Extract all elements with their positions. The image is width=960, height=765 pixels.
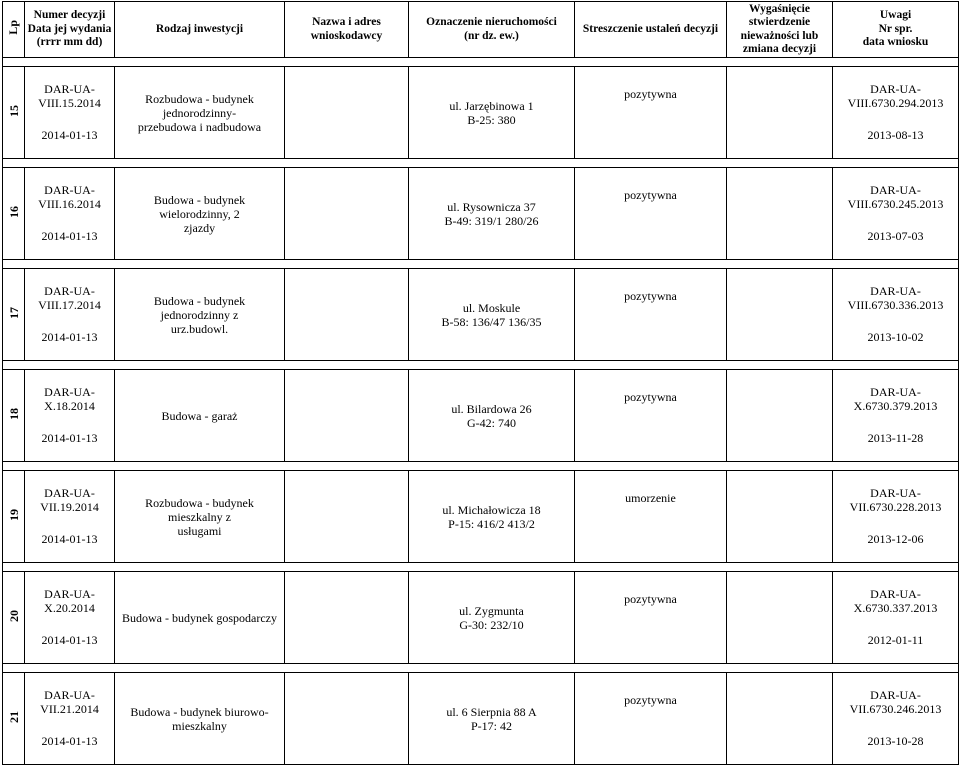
field-dec-date: 2014-01-13 [41,128,98,142]
cell-decision [25,67,115,159]
field-dec-prefix: DAR-UA- [44,587,95,601]
cell-investment [115,673,285,765]
cell-decision [25,572,115,664]
cell-property [409,471,575,563]
cell-notes [833,168,959,260]
cell-summary [575,471,727,563]
header-property: Oznaczenie nieruchomości (nr dz. ew.) [409,2,575,58]
decision-register-table [2,1,959,765]
field-summary: pozytywna [624,188,677,202]
field-property-2: B-58: 136/47 136/35 [441,314,542,329]
field-case-number: VIII.6730.336.2013 [847,298,944,312]
field-case-date: 2012-01-11 [867,633,924,647]
row-gap [3,159,959,168]
row-gap [3,563,959,572]
row-gap [3,260,959,269]
field-property-2: G-42: 740 [467,415,516,430]
cell-property [409,370,575,462]
field-lp: 19 [6,509,21,521]
cell-investment [115,269,285,361]
cell-notes [833,471,959,563]
field-case-date: 2013-10-28 [867,734,924,748]
cell-applicant [285,168,409,260]
cell-lp [3,673,25,765]
cell-summary [575,673,727,765]
cell-applicant [285,572,409,664]
cell-summary [575,269,727,361]
table-row [3,168,959,260]
field-property-1: ul. 6 Sierpnia 88 A [446,704,537,719]
cell-summary [575,572,727,664]
field-case-prefix: DAR-UA- [870,284,921,298]
cell-applicant [285,673,409,765]
table-row [3,269,959,361]
row-gap [3,58,959,67]
cell-property [409,572,575,664]
cell-investment [115,471,285,563]
field-dec-date: 2014-01-13 [41,532,98,546]
field-dec-number: VIII.17.2014 [38,298,101,312]
table-row [3,673,959,765]
field-lp: 15 [6,105,21,117]
field-investment-2: przebudowa i nadbudowa [137,119,262,134]
field-case-number: VII.6730.228.2013 [849,500,942,514]
field-property-2: G-30: 232/10 [459,617,524,632]
table-row [3,572,959,664]
row-gap [3,361,959,370]
field-lp: 18 [6,408,21,420]
cell-property [409,168,575,260]
field-summary: umorzenie [625,491,676,505]
cell-lp [3,471,25,563]
field-investment-1: Budowa - budynek jednorodzinny z [153,293,246,322]
cell-expiry [727,370,833,462]
field-property-2: B-49: 319/1 280/26 [444,213,539,228]
cell-investment [115,67,285,159]
field-dec-date: 2014-01-13 [41,431,98,445]
header-investment: Rodzaj inwestycji [115,2,285,58]
field-investment-1: Budowa - budynek wielorodzinny, 2 [153,192,246,221]
field-lp: 20 [6,610,21,622]
field-case-prefix: DAR-UA- [870,486,921,500]
field-investment-1: Budowa - budynek gospodarczy [122,610,277,625]
cell-lp [3,572,25,664]
field-case-prefix: DAR-UA- [870,82,921,96]
header-decision: Numer decyzji Data jej wydania (rrrr mm dd) [25,2,115,58]
field-summary: pozytywna [624,87,677,101]
field-dec-prefix: DAR-UA- [44,82,95,96]
cell-notes [833,673,959,765]
header-notes: Uwagi Nr spr. data wniosku [833,2,959,58]
field-dec-number: VII.19.2014 [40,500,99,514]
field-property-2: P-15: 416/2 413/2 [448,516,535,531]
cell-expiry [727,471,833,563]
field-investment-2: urz.budowl. [170,321,229,336]
field-summary: pozytywna [624,592,677,606]
table-row [3,67,959,159]
field-property-1: ul. Moskule [462,300,521,315]
field-lp: 16 [6,206,21,218]
field-dec-prefix: DAR-UA- [44,385,95,399]
field-case-prefix: DAR-UA- [870,688,921,702]
field-dec-date: 2014-01-13 [41,330,98,344]
header-lp: Lp [3,2,25,58]
field-case-number: VII.6730.246.2013 [849,702,942,716]
field-dec-number: VII.21.2014 [40,702,99,716]
field-investment-1: Budowa - garaż [161,408,238,423]
field-property-1: ul. Rysownicza 37 [447,199,536,214]
field-dec-prefix: DAR-UA- [44,486,95,500]
field-dec-date: 2014-01-13 [41,229,98,243]
field-investment-1: Rozbudowa - budynek jednorodzinny- [145,91,254,120]
field-case-date: 2013-08-13 [867,128,924,142]
field-case-number: VIII.6730.245.2013 [847,197,944,211]
field-dec-number: X.20.2014 [44,601,95,615]
field-dec-date: 2014-01-13 [41,633,98,647]
cell-applicant [285,370,409,462]
field-summary: pozytywna [624,693,677,707]
cell-decision [25,168,115,260]
cell-expiry [727,67,833,159]
field-summary: pozytywna [624,390,677,404]
field-dec-prefix: DAR-UA- [44,688,95,702]
cell-notes [833,572,959,664]
field-investment-2: mieszkalny [172,718,227,733]
cell-expiry [727,572,833,664]
field-property-2: P-17: 42 [470,718,512,733]
field-case-prefix: DAR-UA- [870,587,921,601]
cell-expiry [727,269,833,361]
field-dec-number: VIII.15.2014 [38,96,101,110]
row-gap [3,664,959,673]
field-dec-date: 2014-01-13 [41,734,98,748]
header-applicant: Nazwa i adres wnioskodawcy [285,2,409,58]
field-case-prefix: DAR-UA- [870,183,921,197]
field-property-1: ul. Bilardowa 26 [451,401,532,416]
field-property-2: B-25: 380 [467,112,516,127]
field-lp: 21 [6,711,21,723]
field-dec-prefix: DAR-UA- [44,183,95,197]
cell-applicant [285,269,409,361]
register-rows [3,58,959,765]
field-lp: 17 [6,307,21,319]
field-summary: pozytywna [624,289,677,303]
cell-decision [25,471,115,563]
cell-applicant [285,67,409,159]
field-dec-number: X.18.2014 [44,399,95,413]
cell-decision [25,673,115,765]
field-case-number: X.6730.337.2013 [853,601,938,615]
cell-notes [833,370,959,462]
cell-notes [833,269,959,361]
field-case-number: VIII.6730.294.2013 [847,96,944,110]
cell-decision [25,269,115,361]
cell-summary [575,168,727,260]
field-case-number: X.6730.379.2013 [853,399,938,413]
cell-lp [3,370,25,462]
field-dec-prefix: DAR-UA- [44,284,95,298]
cell-decision [25,370,115,462]
field-dec-number: VIII.16.2014 [38,197,101,211]
field-case-date: 2013-12-06 [867,532,924,546]
cell-investment [115,370,285,462]
cell-investment [115,168,285,260]
cell-lp [3,67,25,159]
table-row [3,471,959,563]
row-gap [3,462,959,471]
field-property-1: ul. Zygmunta [459,603,524,618]
cell-notes [833,67,959,159]
cell-expiry [727,168,833,260]
cell-lp [3,269,25,361]
field-investment-1: Budowa - budynek biurowo- [130,704,269,719]
header-row [3,2,959,58]
header-expiry: Wygaśnięcie stwierdzenie nieważności lub zmiana decyzji [727,2,833,58]
field-investment-2: usługami [177,523,222,538]
cell-applicant [285,471,409,563]
cell-summary [575,67,727,159]
cell-property [409,269,575,361]
field-investment-2: zjazdy [183,220,216,235]
field-case-date: 2013-11-28 [867,431,924,445]
field-property-1: ul. Jarzębinowa 1 [449,98,534,113]
cell-property [409,67,575,159]
table-row [3,370,959,462]
field-property-1: ul. Michałowicza 18 [442,502,541,517]
header-summary: Streszczenie ustaleń decyzji [575,2,727,58]
cell-investment [115,572,285,664]
cell-expiry [727,673,833,765]
cell-lp [3,168,25,260]
field-case-date: 2013-10-02 [867,330,924,344]
field-case-prefix: DAR-UA- [870,385,921,399]
field-case-date: 2013-07-03 [867,229,924,243]
cell-summary [575,370,727,462]
cell-property [409,673,575,765]
field-investment-1: Rozbudowa - budynek mieszkalny z [145,495,254,524]
